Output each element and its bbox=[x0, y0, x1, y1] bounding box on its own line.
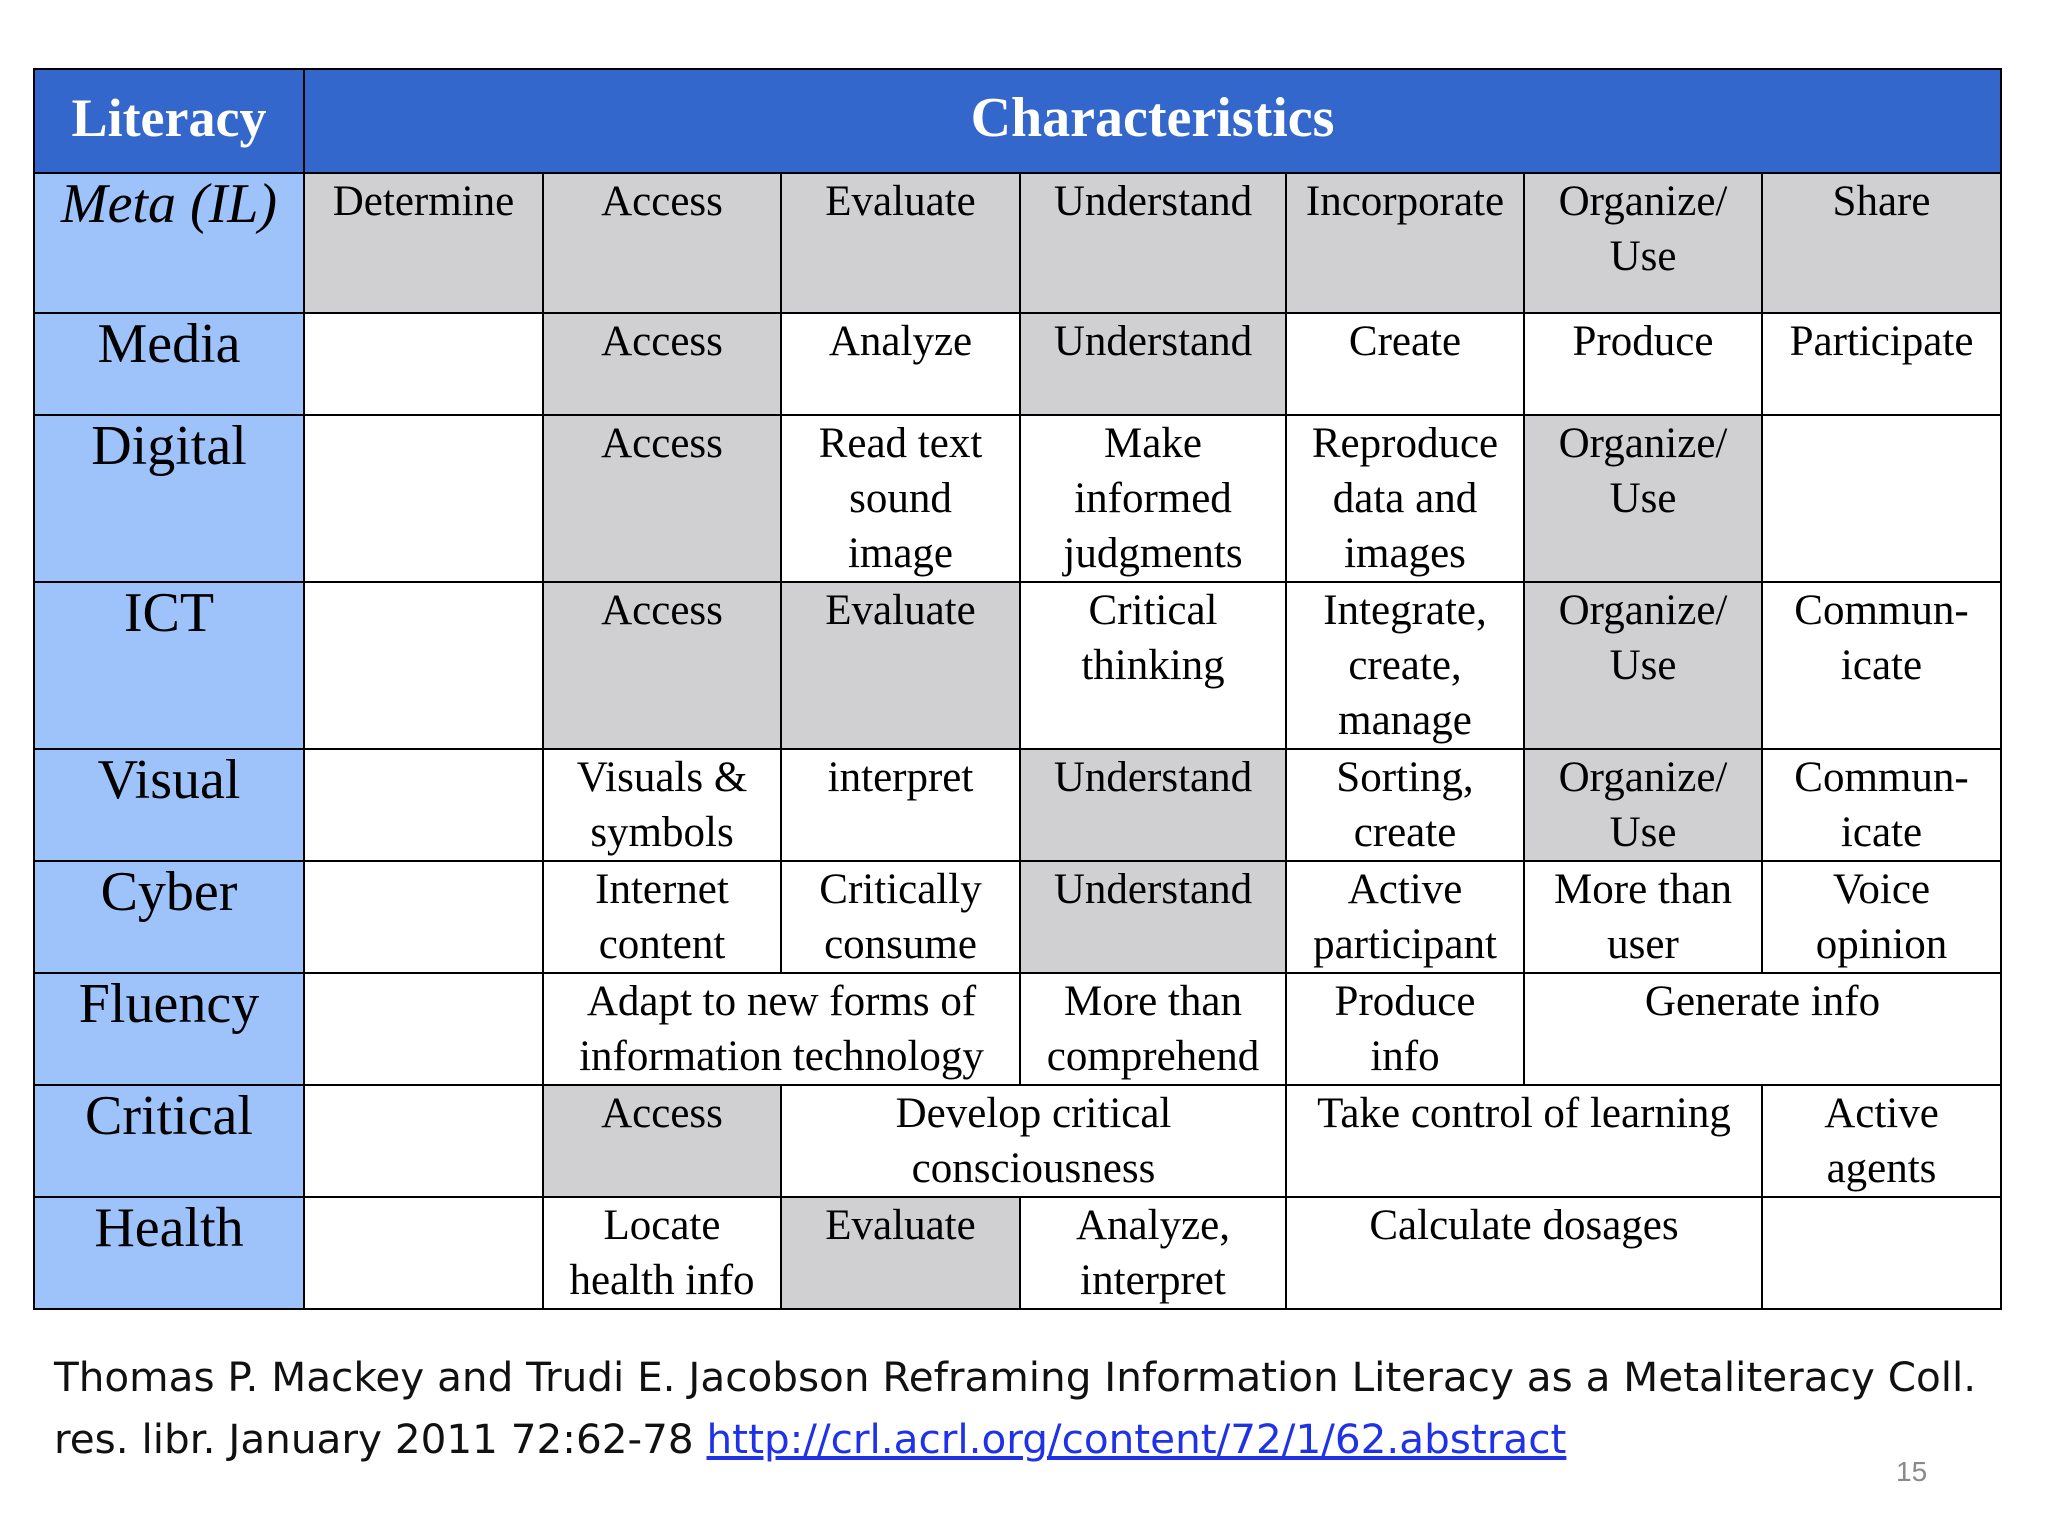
row-ict bbox=[34, 582, 2001, 749]
table-cell: Incorporate bbox=[1286, 173, 1524, 313]
table-cell: Analyze, interpret bbox=[1020, 1197, 1286, 1309]
table-cell: Read text sound image bbox=[781, 415, 1020, 582]
table-cell: Reproduce data and images bbox=[1286, 415, 1524, 582]
table-cell bbox=[304, 582, 543, 749]
table-cell: Make informed judgments bbox=[1020, 415, 1286, 582]
header-characteristics: Characteristics bbox=[304, 69, 2001, 173]
table-cell: Share bbox=[1762, 173, 2001, 313]
row-label-critical: Critical bbox=[34, 1085, 304, 1197]
row-label-fluency: Fluency bbox=[34, 973, 304, 1085]
table-cell bbox=[304, 861, 543, 973]
table-cell: Organize/ Use bbox=[1524, 415, 1762, 582]
table-cell: Critically consume bbox=[781, 861, 1020, 973]
table-cell: Produce info bbox=[1286, 973, 1524, 1085]
table-cell: Generate info bbox=[1524, 973, 2001, 1085]
table-cell bbox=[304, 1197, 543, 1309]
table-cell: Analyze bbox=[781, 313, 1020, 415]
table-cell: Access bbox=[543, 1085, 781, 1197]
table-cell: Commun- icate bbox=[1762, 749, 2001, 861]
row-label-ict: ICT bbox=[34, 582, 304, 749]
row-digital bbox=[34, 415, 2001, 582]
table-cell: interpret bbox=[781, 749, 1020, 861]
row-label-meta: Meta (IL) bbox=[34, 173, 304, 313]
literacy-table bbox=[33, 68, 2002, 1310]
row-label-health: Health bbox=[34, 1197, 304, 1309]
citation bbox=[54, 1346, 2034, 1470]
table-cell: Commun- icate bbox=[1762, 582, 2001, 749]
row-label-visual: Visual bbox=[34, 749, 304, 861]
table-cell: Access bbox=[543, 313, 781, 415]
table-cell: Voice opinion bbox=[1762, 861, 2001, 973]
row-label-digital: Digital bbox=[34, 415, 304, 582]
table-cell: Understand bbox=[1020, 749, 1286, 861]
table-cell: Critical thinking bbox=[1020, 582, 1286, 749]
header-row bbox=[34, 69, 2001, 173]
table-cell: Organize/ Use bbox=[1524, 173, 1762, 313]
table-cell bbox=[304, 313, 543, 415]
table-cell: More than user bbox=[1524, 861, 1762, 973]
table-cell: Access bbox=[543, 415, 781, 582]
citation-journal: res. libr. January 2011 72:62-78 bbox=[54, 1415, 707, 1463]
table-cell: Access bbox=[543, 173, 781, 313]
row-critical bbox=[34, 1085, 2001, 1197]
table-cell: Adapt to new forms of information technology bbox=[543, 973, 1020, 1085]
header-literacy: Literacy bbox=[34, 69, 304, 173]
table-cell bbox=[304, 1085, 543, 1197]
table-cell: Visuals & symbols bbox=[543, 749, 781, 861]
table-cell: Produce bbox=[1524, 313, 1762, 415]
row-label-media: Media bbox=[34, 313, 304, 415]
row-visual bbox=[34, 749, 2001, 861]
table-cell: Sorting, create bbox=[1286, 749, 1524, 861]
table-cell: Develop critical consciousness bbox=[781, 1085, 1286, 1197]
table-cell: Understand bbox=[1020, 173, 1286, 313]
row-meta bbox=[34, 173, 2001, 313]
table-cell: Active participant bbox=[1286, 861, 1524, 973]
table-cell: Determine bbox=[304, 173, 543, 313]
page-number: 15 bbox=[1896, 1456, 1928, 1487]
table-cell bbox=[304, 415, 543, 582]
row-health bbox=[34, 1197, 2001, 1309]
table-cell: Organize/ Use bbox=[1524, 582, 1762, 749]
citation-line-1: Thomas P. Mackey and Trudi E. Jacobson Reframing Information Literacy as a Metaliteracy Coll. bbox=[54, 1353, 1977, 1401]
table-cell bbox=[304, 749, 543, 861]
row-cyber bbox=[34, 861, 2001, 973]
citation-link[interactable]: http://crl.acrl.org/content/72/1/62.abstract bbox=[706, 1415, 1567, 1463]
table-cell: Active agents bbox=[1762, 1085, 2001, 1197]
citation-line-2 bbox=[54, 1408, 2034, 1470]
table-cell: Take control of learning bbox=[1286, 1085, 1762, 1197]
table-cell: Internet content bbox=[543, 861, 781, 973]
table-cell: Access bbox=[543, 582, 781, 749]
table-cell: Calculate dosages bbox=[1286, 1197, 1762, 1309]
table-cell: More than comprehend bbox=[1020, 973, 1286, 1085]
row-label-cyber: Cyber bbox=[34, 861, 304, 973]
table-cell: Create bbox=[1286, 313, 1524, 415]
row-fluency bbox=[34, 973, 2001, 1085]
table-cell bbox=[1762, 1197, 2001, 1309]
table-cell: Understand bbox=[1020, 861, 1286, 973]
table-cell: Locate health info bbox=[543, 1197, 781, 1309]
table-cell: Understand bbox=[1020, 313, 1286, 415]
table-cell: Participate bbox=[1762, 313, 2001, 415]
table-cell bbox=[304, 973, 543, 1085]
table-cell: Evaluate bbox=[781, 1197, 1020, 1309]
table-cell: Evaluate bbox=[781, 582, 1020, 749]
table-cell: Integrate, create, manage bbox=[1286, 582, 1524, 749]
table-cell: Evaluate bbox=[781, 173, 1020, 313]
table-cell: Organize/ Use bbox=[1524, 749, 1762, 861]
table-cell bbox=[1762, 415, 2001, 582]
row-media bbox=[34, 313, 2001, 415]
